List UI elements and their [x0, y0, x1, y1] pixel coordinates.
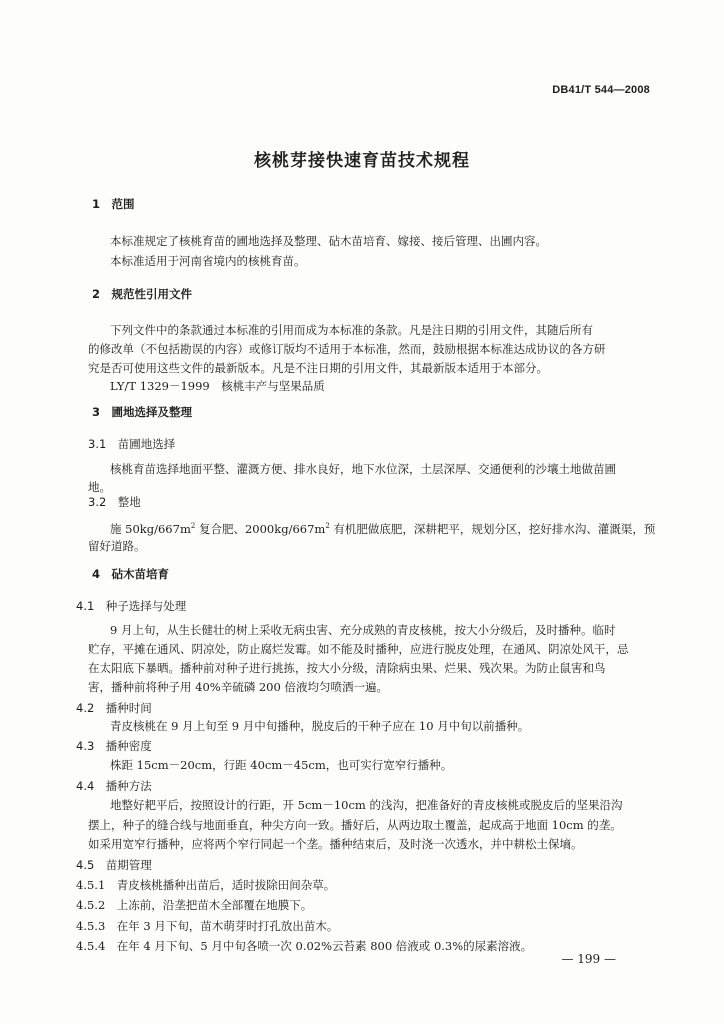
superscript: 2 [325, 522, 330, 530]
paragraph-line: 4.5.1 青皮核桃播种出苗后，适时拔除田间杂草。 [76, 878, 336, 892]
section-1-paragraph: 本标准适用于河南省境内的核桃育苗。 [110, 254, 306, 268]
reference-item: LY/T 1329－1999 核桃丰产与坚果品质 [110, 379, 325, 393]
paragraph-line: 害，播种前将种子用 40%辛硫磷 200 倍液均匀喷洒一遍。 [88, 680, 388, 694]
superscript: 2 [190, 522, 196, 530]
paragraph-line: 地整好耙平后，按照设计的行距，开 5cm－10cm 的浅沟，把准备好的青皮核桃或脱皮后的坚果沿沟 [110, 798, 623, 812]
paragraph-line: 在太阳底下暴晒。播种前对种子进行挑拣，按大小分级，清除病虫果、烂果、残次果。为防止鼠害和鸟 [88, 661, 606, 675]
paragraph-line: 9 月上旬，从生长健壮的树上采收无病虫害、充分成熟的青皮核桃，按大小分级后，及时播种。临时 [110, 623, 616, 637]
page-number: — 199 — [561, 952, 616, 966]
section-1-heading: 1 范围 [92, 197, 135, 211]
paragraph-line: 贮存，平摊在通风、阴凉处，防止腐烂发霉。如不能及时播种，应进行脱皮处理，在通风、阴凉处风干，忌 [88, 642, 629, 656]
subsection-heading: 4.4 播种方法 [76, 779, 152, 793]
section-2-paragraph: 下列文件中的条款通过本标准的引用而成为本标准的条款。凡是注日期的引用文件，其随后所有 [110, 323, 593, 337]
subsection-heading: 3.1 苗圃地选择 [88, 437, 176, 451]
section-2-paragraph: 究是否可使用这些文件的最新版本。凡是不注日期的引用文件，其最新版本适用于本部分。 [88, 361, 548, 375]
paragraph-line: 摆上，种子的缝合线与地面垂直，种尖方向一致。播好后，从两边取土覆盖，起成高于地面 10cm 的垄。 [88, 818, 622, 832]
document-title: 核桃芽接快速育苗技术规程 [254, 151, 470, 171]
subsection-heading: 4.3 播种密度 [76, 739, 152, 753]
section-2-paragraph: 的修改单（不包括勘误的内容）或修订版均不适用于本标准，然而，鼓励根据本标准达成协议的各方研 [88, 342, 606, 356]
paragraph-line: 4.5.2 上冻前，沿垄把苗木全部覆在地膜下。 [76, 898, 313, 912]
paragraph-line: 4.5.3 在年 3 月下旬，苗木萌芽时打孔放出苗木。 [76, 919, 339, 933]
standard-code: DB41/T 544—2008 [552, 84, 650, 96]
text-run: 复合肥、2000kg/667m [195, 521, 326, 536]
section-3-heading: 3 圃地选择及整理 [92, 405, 193, 419]
subsection-heading: 3.2 整地 [88, 495, 141, 509]
subsection-heading: 4.5 苗期管理 [76, 858, 152, 872]
text-run: 施 50kg/667m [110, 521, 191, 536]
paragraph-line: 核桃育苗选择地面平整、灌溉方便、排水良好，地下水位深，土层深厚、交通便利的沙壤土地做苗圃 [110, 462, 616, 476]
section-1-paragraph: 本标准规定了核桃育苗的圃地选择及整理、砧木苗培育、嫁接、接后管理、出圃内容。 [110, 234, 547, 248]
text-run: 有机肥做底肥，深耕耙平，规划分区，挖好排水沟、灌溉渠，预 [329, 521, 656, 536]
paragraph-line: 青皮核桃在 9 月上旬至 9 月中旬播种，脱皮后的干种子应在 10 月中旬以前播种。 [110, 719, 530, 733]
paragraph-line: 如采用宽窄行播种，应将两个窄行同起一个垄。播种结束后，及时浇一次透水，并中耕松土保墒。 [88, 837, 583, 851]
subsection-heading: 4.1 种子选择与处理 [76, 599, 187, 613]
paragraph-line: 留好道路。 [88, 539, 146, 553]
paragraph-line: 地。 [88, 480, 111, 494]
paragraph-line: 株距 15cm－20cm，行距 40cm－45cm，也可实行宽窄行播种。 [110, 758, 453, 772]
subsection-heading: 4.2 播种时间 [76, 701, 152, 715]
section-4-heading: 4 砧木苗培育 [92, 567, 170, 581]
section-2-heading: 2 规范性引用文件 [92, 287, 193, 301]
paragraph-line [110, 518, 655, 537]
paragraph-line: 4.5.4 在年 4 月下旬、5 月中旬各喷一次 0.02%云苔素 800 倍液或 0.3%的尿素溶液。 [76, 939, 533, 953]
